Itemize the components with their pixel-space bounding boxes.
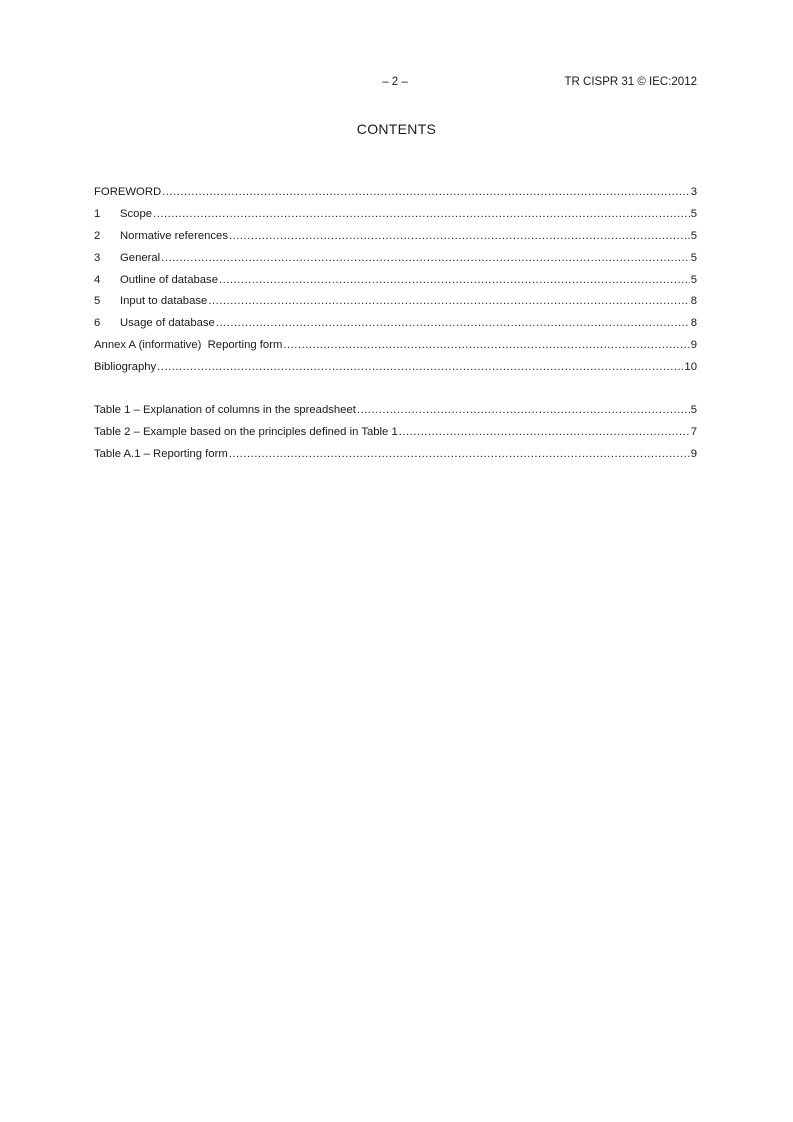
toc-entry-normative-references[interactable] bbox=[94, 230, 697, 252]
table-entry-text: Table 2 – Example based on the principles defined in Table 1 bbox=[94, 425, 398, 438]
toc-entry-outline-of-database[interactable] bbox=[94, 274, 697, 296]
table-entry-page: 5 bbox=[690, 404, 697, 416]
toc-entry-number: 6 bbox=[94, 317, 101, 330]
table-entry-table-a1[interactable] bbox=[94, 448, 697, 470]
table-entry-table-1[interactable] bbox=[94, 404, 697, 426]
toc-leader-dots bbox=[216, 317, 690, 329]
toc-leader-dots bbox=[161, 252, 690, 264]
toc-entry-page: 5 bbox=[690, 273, 697, 286]
toc-leader-dots bbox=[157, 361, 683, 373]
toc-entry-general[interactable] bbox=[94, 252, 697, 274]
toc-entry-annex-a[interactable] bbox=[94, 339, 697, 361]
toc-leader-dots bbox=[283, 339, 689, 351]
toc-entry-text: Scope bbox=[120, 207, 153, 220]
toc-entry-text: Annex A (informative) Reporting form bbox=[94, 339, 283, 352]
toc-entry-number: 3 bbox=[94, 251, 101, 264]
table-entry-page: 9 bbox=[690, 447, 697, 460]
list-of-tables bbox=[94, 404, 697, 470]
toc-entry-page: 10 bbox=[684, 361, 697, 374]
table-entry-table-2[interactable] bbox=[94, 426, 697, 448]
toc-leader-dots bbox=[357, 404, 690, 416]
toc-entry-page: 8 bbox=[690, 317, 697, 330]
toc-entry-input-to-database[interactable] bbox=[94, 295, 697, 317]
toc-entry-page: 8 bbox=[690, 295, 697, 308]
table-entry-text: Table 1 – Explanation of columns in the spreadsheet bbox=[94, 404, 356, 416]
toc-leader-dots bbox=[229, 448, 690, 460]
toc-entry-text: General bbox=[120, 251, 161, 264]
table-entry-page: 7 bbox=[690, 425, 697, 438]
toc-entry-number: 1 bbox=[94, 207, 101, 220]
toc-entry-number: 5 bbox=[94, 295, 101, 308]
toc-entry-page: 5 bbox=[690, 207, 697, 220]
toc-leader-dots bbox=[208, 295, 689, 307]
toc-entry-page: 9 bbox=[690, 339, 697, 352]
toc-entry-text: FOREWORD bbox=[94, 186, 162, 198]
contents-title: CONTENTS bbox=[356, 121, 437, 137]
toc-entry-usage-of-database[interactable] bbox=[94, 317, 697, 339]
toc-entry-text: Input to database bbox=[120, 295, 208, 308]
toc-entry-foreword[interactable] bbox=[94, 186, 697, 208]
toc-entry-page: 5 bbox=[690, 229, 697, 242]
toc-entry-number: 2 bbox=[94, 229, 101, 242]
page-number: – 2 – bbox=[382, 76, 408, 88]
toc-entry-page: 5 bbox=[690, 251, 697, 264]
table-entry-text: Table A.1 – Reporting form bbox=[94, 447, 228, 460]
table-of-contents bbox=[94, 186, 697, 383]
toc-entry-bibliography[interactable] bbox=[94, 361, 697, 383]
toc-entry-page: 3 bbox=[690, 186, 697, 198]
toc-leader-dots bbox=[399, 426, 690, 438]
document-identifier: TR CISPR 31 © IEC:2012 bbox=[564, 76, 697, 88]
toc-leader-dots bbox=[162, 186, 690, 198]
toc-entry-number: 4 bbox=[94, 273, 101, 286]
toc-entry-scope[interactable] bbox=[94, 208, 697, 230]
toc-leader-dots bbox=[229, 230, 690, 242]
toc-entry-text: Normative references bbox=[120, 229, 228, 242]
toc-leader-dots bbox=[219, 274, 690, 286]
toc-leader-dots bbox=[153, 208, 690, 220]
toc-entry-text: Usage of database bbox=[120, 317, 215, 330]
toc-entry-text: Bibliography bbox=[94, 361, 157, 374]
toc-entry-text: Outline of database bbox=[120, 273, 218, 286]
